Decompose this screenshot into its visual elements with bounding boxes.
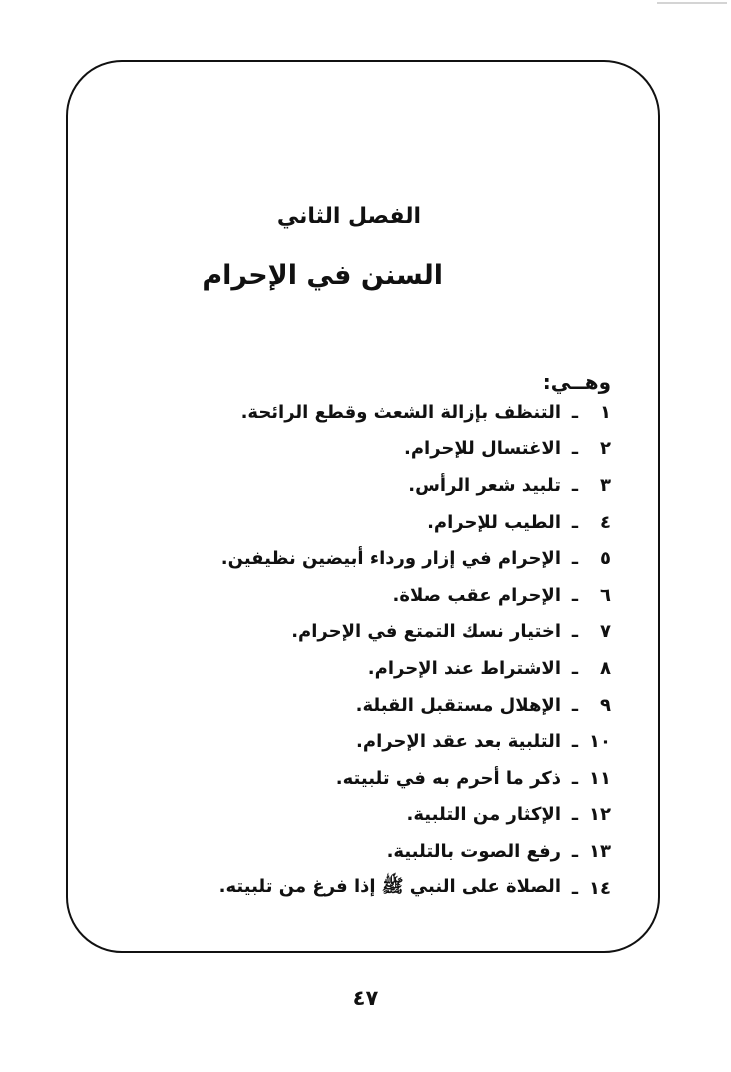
item-number: ٢	[600, 438, 611, 460]
item-text: تلبيد شعر الرأس.	[408, 474, 561, 496]
item-text: التنظف بإزالة الشعث وقطع الرائحة.	[240, 401, 561, 423]
list-item	[219, 577, 611, 614]
item-dash: ـ	[571, 548, 579, 570]
item-dash: ـ	[571, 584, 579, 606]
list-item	[219, 431, 611, 468]
item-text: ذكر ما أحرم به في تلبيته.	[335, 767, 561, 789]
list-item	[219, 467, 611, 504]
item-text: الصلاة على النبي ﷺ إذا فرغ من تلبيته.	[218, 876, 561, 898]
list-item	[219, 687, 611, 724]
scan-edge-mark	[657, 2, 727, 4]
item-number: ١٠	[589, 731, 611, 753]
item-text: الاشتراط عند الإحرام.	[367, 657, 561, 679]
item-text: التلبية بعد عقد الإحرام.	[356, 731, 561, 753]
item-dash: ـ	[571, 511, 579, 533]
list-item	[219, 760, 611, 797]
chapter-title: الفصل الثاني	[276, 204, 421, 229]
item-text: الاغتسال للإحرام.	[404, 438, 561, 460]
item-dash: ـ	[571, 840, 579, 862]
list-intro: وهــي:	[542, 370, 611, 394]
item-dash: ـ	[571, 767, 579, 789]
item-dash: ـ	[571, 804, 579, 826]
list-item	[219, 540, 611, 577]
item-dash: ـ	[571, 731, 579, 753]
list-item	[219, 797, 611, 834]
item-dash: ـ	[571, 657, 579, 679]
item-dash: ـ	[571, 438, 579, 460]
list-item	[219, 650, 611, 687]
list-item	[219, 723, 611, 760]
item-number: ٨	[600, 657, 611, 679]
list-item	[219, 870, 611, 907]
item-text: رفع الصوت بالتلبية.	[386, 840, 561, 862]
list-item	[219, 394, 611, 431]
item-text: الإحرام عقب صلاة.	[392, 584, 561, 606]
page-number: ٤٧	[352, 986, 379, 1010]
item-number: ٥	[600, 548, 611, 570]
item-number: ١٢	[589, 804, 611, 826]
item-text: الإكثار من التلبية.	[406, 804, 561, 826]
item-text: الطيب للإحرام.	[427, 511, 561, 533]
list-item	[219, 614, 611, 651]
section-title: السنن في الإحرام	[202, 260, 443, 291]
item-dash: ـ	[571, 877, 579, 899]
item-dash: ـ	[571, 694, 579, 716]
sunan-list	[219, 394, 611, 906]
item-number: ١٣	[589, 840, 611, 862]
item-number: ٦	[600, 584, 611, 606]
item-dash: ـ	[571, 474, 579, 496]
item-number: ١٤	[589, 877, 611, 899]
item-number: ٩	[600, 694, 611, 716]
item-number: ١	[600, 401, 611, 423]
item-text: اختيار نسك التمتع في الإحرام.	[291, 621, 561, 643]
item-number: ٤	[600, 511, 611, 533]
list-item	[219, 504, 611, 541]
item-number: ٣	[600, 474, 611, 496]
item-dash: ـ	[571, 621, 579, 643]
item-number: ٧	[600, 621, 611, 643]
item-text: الإهلال مستقبل القبلة.	[355, 694, 561, 716]
item-dash: ـ	[571, 401, 579, 423]
item-text: الإحرام في إزار ورداء أبيضين نظيفين.	[220, 548, 561, 570]
list-item	[219, 833, 611, 870]
item-number: ١١	[589, 767, 611, 789]
